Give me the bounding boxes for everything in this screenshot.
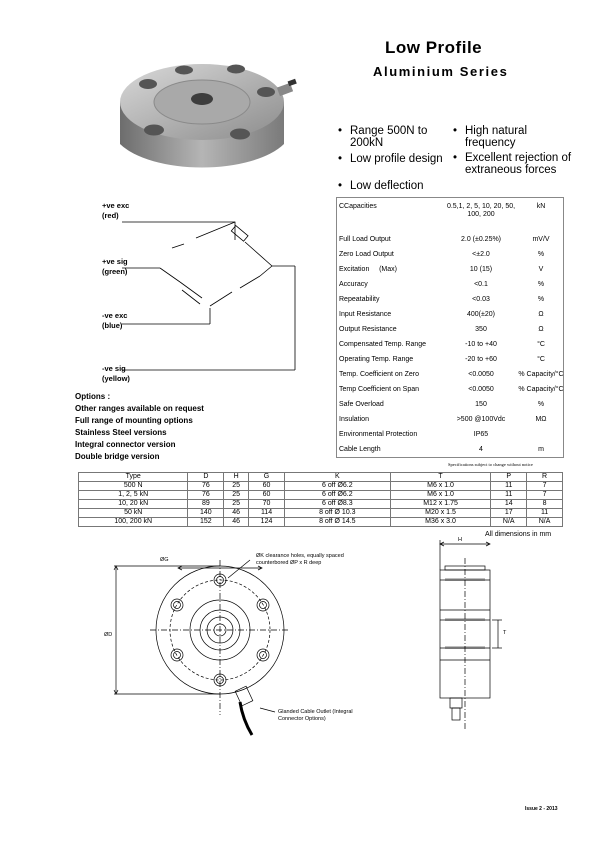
table-cell: 7: [527, 491, 563, 500]
spec-param: Zero Load Output: [339, 251, 394, 258]
table-cell: 8: [527, 500, 563, 509]
spec-param: Cable Length: [339, 446, 381, 453]
spec-value: 10 (15): [469, 266, 493, 273]
spec-unit: %: [537, 251, 545, 258]
spec-param: Insulation: [339, 416, 369, 423]
spec-value: -10 to +40: [465, 341, 497, 348]
table-cell: 14: [491, 500, 527, 509]
spec-unit: mV/V: [532, 236, 550, 243]
page-title: Low Profile: [385, 38, 483, 57]
spec-unit: %: [537, 296, 545, 303]
page-subtitle: Aluminium Series: [373, 64, 509, 79]
table-cell: M6 x 1.0: [390, 491, 491, 500]
option-item: Double bridge version: [75, 452, 160, 461]
table-cell: 25: [224, 491, 249, 500]
table-cell: 124: [249, 518, 285, 527]
table-cell: 6 off Ø8.3: [284, 500, 390, 509]
option-item: Full range of mounting options: [75, 416, 193, 425]
spec-param: Compensated Temp. Range: [339, 341, 427, 348]
spec-param: Temp. Coefficient on Zero: [339, 371, 420, 378]
spec-unit: V: [538, 266, 544, 273]
wire-label: [102, 364, 152, 384]
table-cell: 46: [224, 509, 249, 518]
table-cell: M36 x 3.0: [390, 518, 491, 527]
spec-unit: kN: [536, 203, 546, 210]
table-cell: 60: [249, 482, 285, 491]
table-cell: 76: [188, 482, 224, 491]
option-item: Integral connector version: [75, 440, 176, 449]
spec-param: Temp Coefficient on Span: [339, 386, 420, 393]
feature-item: • Excellent rejection of extraneous forces: [453, 152, 573, 176]
table-cell: M12 x 1.75: [390, 500, 491, 509]
dimension-header: G: [249, 473, 285, 482]
table-cell: M20 x 1.5: [390, 509, 491, 518]
wire-colour: (blue): [102, 321, 123, 330]
table-cell: 60: [249, 491, 285, 500]
table-row: [79, 518, 563, 527]
spec-note: Specifications subject to change without notice: [448, 462, 533, 467]
table-row: [79, 500, 563, 509]
feature-item: • High natural frequency: [453, 125, 568, 149]
table-cell: 10, 20 kN: [79, 500, 188, 509]
spec-value: 400(±20): [467, 311, 495, 318]
spec-value: 4: [479, 446, 483, 453]
spec-table: [336, 197, 564, 458]
table-row: [79, 509, 563, 518]
wire-colour: (red): [102, 211, 119, 220]
table-cell: 11: [491, 491, 527, 500]
table-cell: 8 off Ø 10.3: [284, 509, 390, 518]
spec-value: <0.03: [472, 296, 490, 303]
t-dimension-label: T: [503, 630, 507, 636]
feature-item: • Low profile design: [338, 153, 458, 165]
table-cell: 89: [188, 500, 224, 509]
wire-label: [102, 311, 152, 331]
feature-item: • Range 500N to 200kN: [338, 125, 458, 149]
spec-param: Excitation (Max): [339, 266, 397, 273]
options-list: [75, 391, 204, 463]
wiring-diagram: [100, 198, 300, 388]
wire-colour: (green): [102, 267, 128, 276]
d-dimension-label: ØD: [104, 632, 113, 638]
load-cell-photo: [112, 52, 312, 192]
spec-value: IP65: [473, 431, 489, 438]
spec-unit: %: [537, 401, 545, 408]
spec-param: CCapacities: [339, 203, 377, 210]
spec-unit: °C: [537, 356, 545, 363]
table-cell: 11: [527, 509, 563, 518]
dimension-header: K: [284, 473, 390, 482]
wire-signal: -ve sig: [102, 364, 126, 373]
spec-param: Full Load Output: [339, 236, 391, 243]
g-dimension-label: ØG: [160, 557, 169, 563]
table-cell: 70: [249, 500, 285, 509]
table-cell: 152: [188, 518, 224, 527]
spec-value: 2.0 (±0.25%): [460, 236, 502, 243]
feature-item: • Low deflection: [338, 180, 458, 192]
table-cell: 100, 200 kN: [79, 518, 188, 527]
table-cell: 25: [224, 500, 249, 509]
cable-outlet-note: Glanded Cable Outlet (Integral Connector Options): [278, 709, 353, 722]
table-cell: 76: [188, 491, 224, 500]
table-cell: 1, 2, 5 kN: [79, 491, 188, 500]
table-cell: 6 off Ø6.2: [284, 491, 390, 500]
wire-signal: +ve sig: [102, 257, 128, 266]
dimension-table: [78, 472, 563, 527]
wire-label: [102, 201, 152, 221]
dimension-header: Type: [79, 473, 188, 482]
dimension-header: H: [224, 473, 249, 482]
table-cell: 140: [188, 509, 224, 518]
spec-value: 0.5,1, 2, 5, 10, 20, 50, 100, 200: [446, 203, 516, 218]
option-item: Stainless Steel versions: [75, 428, 167, 437]
table-cell: M6 x 1.0: [390, 482, 491, 491]
spec-param: Environmental Protection: [339, 431, 418, 438]
spec-value: <0.0050: [468, 371, 494, 378]
spec-value: 150: [475, 401, 487, 408]
dimension-header: D: [188, 473, 224, 482]
h-dimension-label: H: [458, 537, 462, 543]
spec-unit: MΩ: [535, 416, 547, 423]
table-cell: 6 off Ø6.2: [284, 482, 390, 491]
spec-value: <0.0050: [468, 386, 494, 393]
table-cell: 500 N: [79, 482, 188, 491]
spec-unit: Ω: [538, 311, 544, 318]
table-cell: 46: [224, 518, 249, 527]
spec-value: >500 @100Vdc: [456, 416, 506, 423]
dimension-header: R: [527, 473, 563, 482]
option-item: Other ranges available on request: [75, 404, 204, 413]
table-cell: N/A: [491, 518, 527, 527]
spec-value: -20 to +60: [465, 356, 497, 363]
issue-label: Issue 2 - 2013: [525, 806, 558, 812]
dimension-note: All dimensions in mm: [485, 531, 552, 538]
table-cell: N/A: [527, 518, 563, 527]
spec-unit: % Capacity/°C: [518, 371, 564, 378]
table-cell: 11: [491, 482, 527, 491]
spec-unit: m: [538, 446, 544, 453]
wire-label: [102, 257, 152, 277]
wire-colour: (yellow): [102, 374, 130, 383]
k-hole-note: ØK clearance holes, equally spaced counterbored ØP x R deep: [256, 553, 344, 566]
table-row: [79, 491, 563, 500]
table-cell: 8 off Ø 14.5: [284, 518, 390, 527]
spec-unit: Ω: [538, 326, 544, 333]
wire-signal: +ve exc: [102, 201, 130, 210]
table-cell: 17: [491, 509, 527, 518]
dimension-header-row: [79, 473, 563, 482]
table-cell: 50 kN: [79, 509, 188, 518]
spec-param: Repeatability: [339, 296, 380, 303]
spec-unit: % Capacity/°C: [518, 386, 564, 393]
spec-unit: %: [537, 281, 545, 288]
spec-param: Input Resistance: [339, 311, 392, 318]
spec-param: Output Resistance: [339, 326, 397, 333]
spec-value: <±2.0: [472, 251, 490, 258]
spec-value: 350: [475, 326, 487, 333]
spec-param: Accuracy: [339, 281, 368, 288]
wire-signal: -ve exc: [102, 311, 128, 320]
table-cell: 7: [527, 482, 563, 491]
table-cell: 25: [224, 482, 249, 491]
spec-unit: °C: [537, 341, 545, 348]
spec-value: <0.1: [474, 281, 488, 288]
table-row: [79, 482, 563, 491]
dimension-header: T: [390, 473, 491, 482]
dimension-header: P: [491, 473, 527, 482]
spec-param: Operating Temp. Range: [339, 356, 414, 363]
table-cell: 114: [249, 509, 285, 518]
options-heading: Options :: [75, 392, 111, 401]
spec-param: Safe Overload: [339, 401, 384, 408]
